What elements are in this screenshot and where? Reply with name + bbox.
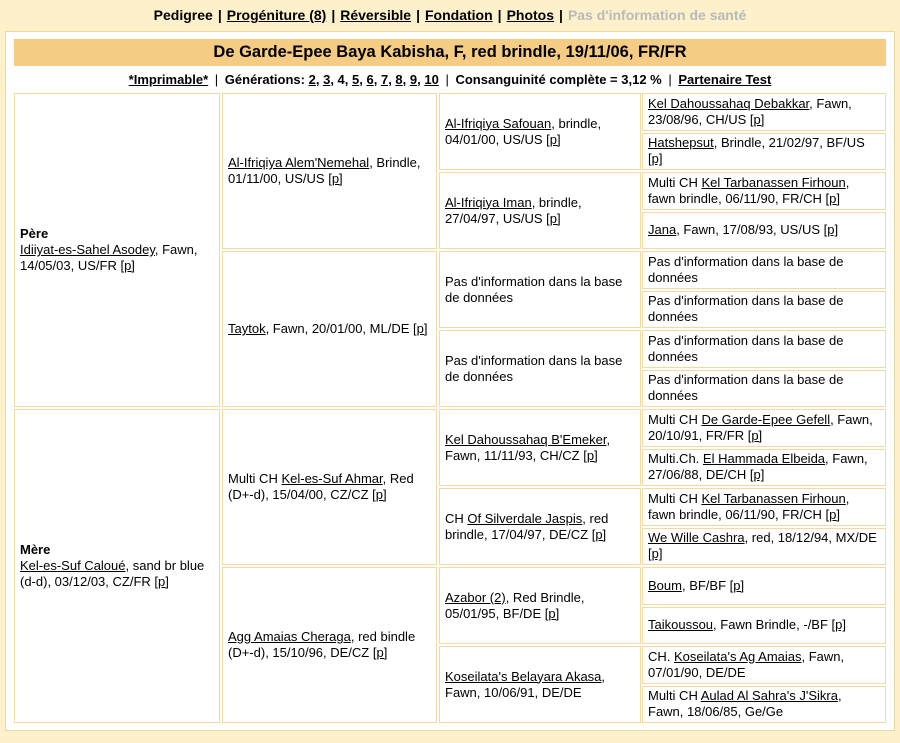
generation-link-9[interactable]: 9 — [409, 72, 418, 87]
photo-link[interactable]: [p] — [831, 617, 846, 633]
nav-separator: | — [497, 7, 502, 23]
dog-title-prefix: Multi CH — [648, 411, 702, 427]
pedigree-cell-gen4 — [642, 409, 886, 447]
dog-entry — [445, 669, 635, 701]
dog-name-link[interactable]: Jana — [648, 222, 677, 238]
photo-link[interactable]: [p] — [749, 467, 765, 483]
dog-details: , Fawn, 14/05/03, US/FR — [20, 242, 198, 273]
nav-pedigree: Pedigree — [153, 7, 213, 23]
dog-details: , Red Brindle, 05/01/95, BF/DE — [445, 589, 585, 621]
dog-name-link[interactable]: Kel Dahoussahaq B'Emeker — [445, 431, 607, 447]
pedigree-cell-gen4 — [642, 251, 886, 289]
photo-link[interactable]: [p] — [825, 190, 840, 206]
pedigree-cell-gen2 — [222, 93, 437, 249]
dog-entry — [648, 451, 880, 483]
pedigree-cell-gen4 — [642, 291, 886, 329]
dog-entry — [228, 471, 431, 503]
dog-name-link[interactable]: Taikoussou — [648, 617, 714, 633]
pedigree-cell-gen4 — [642, 528, 886, 566]
dog-details: , Fawn Brindle, -/BF — [713, 617, 832, 633]
pedigree-cell-gen2 — [222, 567, 437, 723]
pedigree-panel — [5, 31, 895, 731]
pedigree-cell-gen3 — [439, 567, 641, 644]
pedigree-cell-gen4 — [642, 607, 886, 645]
dog-entry — [648, 96, 880, 128]
nav-health-info-disabled: Pas d'information de santé — [567, 7, 747, 23]
dog-details: , sand br blue (d-d), 03/12/03, CZ/FR — [20, 558, 205, 589]
dog-name-link[interactable]: De Garde-Epee Gefell — [701, 411, 831, 427]
test-partner-link[interactable]: Partenaire Test — [678, 72, 772, 87]
generation-link-10[interactable]: 10 — [424, 72, 439, 87]
pedigree-cell-gen3 — [439, 409, 641, 486]
no-info-text: Pas d'information dans la base de données — [648, 332, 844, 364]
dog-name-link[interactable]: Koseilata's Belayara Akasa — [445, 668, 602, 684]
dog-details: , brindle, 04/01/00, US/US — [445, 115, 602, 147]
dog-entry — [648, 293, 880, 325]
dog-details: , Brindle, 21/02/97, BF/US — [713, 135, 865, 151]
pedigree-cell-gen4 — [642, 330, 886, 368]
generation-links: 2, 3, 4, 5, 6, 7, 8, 9, 10 — [308, 72, 439, 87]
dog-name-link[interactable]: Kel-es-Suf Ahmar — [281, 471, 383, 486]
nav-separator: | — [559, 7, 563, 23]
dog-name-link[interactable]: Aulad Al Sahra's J'Sikra — [700, 688, 838, 704]
pedigree-cell-gen3 — [439, 251, 641, 328]
dog-entry — [20, 558, 214, 590]
dog-entry — [445, 590, 635, 622]
dog-title-prefix: Multi.Ch. — [648, 451, 703, 467]
pedigree-cell-gen3 — [439, 172, 641, 249]
pedigree-cell-gen4 — [642, 212, 886, 250]
dog-details: , Red (D+-d), 15/04/00, CZ/CZ — [228, 471, 414, 502]
dog-name-link[interactable]: Boum — [648, 577, 682, 593]
dog-details: , BF/BF — [681, 577, 730, 593]
options-separator: | — [445, 72, 449, 87]
dog-name-link[interactable]: Idiiyat-es-Sahel Asodey — [20, 242, 155, 257]
dog-name-link[interactable]: Al-Ifriqiya Iman — [445, 194, 532, 210]
dog-details: , Fawn, 23/08/96, CH/US — [648, 95, 852, 127]
generation-current: 4 — [337, 72, 345, 87]
photo-link[interactable]: [p] — [154, 574, 169, 589]
generation-link-3[interactable]: 3 — [323, 72, 331, 87]
pedigree-cell-gen4 — [642, 567, 886, 605]
options-separator: | — [214, 72, 219, 87]
options-separator: | — [668, 72, 672, 87]
photo-link[interactable]: [p] — [729, 577, 745, 593]
dog-name-link[interactable]: Kel Tarbanassen Firhoun — [701, 490, 846, 506]
pedigree-cell-gen3 — [439, 93, 641, 170]
dog-entry — [648, 530, 880, 562]
dog-entry — [445, 195, 635, 227]
dog-name-link[interactable]: Of Silverdale Jaspis — [467, 510, 583, 526]
options-bar — [6, 72, 894, 87]
generation-link-6[interactable]: 6 — [366, 72, 374, 87]
pedigree-cell-gen4 — [642, 488, 886, 526]
page-title: De Garde-Epee Baya Kabisha, F, red brindle, 19/11/06, FR/FR — [14, 39, 886, 66]
dog-name-link[interactable]: Kel Tarbanassen Firhoun — [701, 174, 846, 190]
dog-name-link[interactable]: Al-Ifriqiya Safouan — [445, 115, 552, 131]
pedigree-cell-gen3 — [439, 646, 641, 723]
nav-foundation-link[interactable]: Fondation — [424, 7, 493, 23]
dog-entry — [648, 372, 880, 404]
dog-entry — [445, 116, 635, 148]
dog-entry — [648, 254, 880, 286]
photo-link[interactable]: [p] — [747, 427, 763, 443]
dog-details: , Brindle, 01/11/00, US/US — [228, 155, 421, 186]
dog-details: , red bindle (D+-d), 15/10/96, DE/CZ — [228, 629, 416, 660]
photo-link[interactable]: [p] — [648, 151, 663, 167]
dog-entry — [228, 629, 431, 661]
photo-link[interactable]: [p] — [412, 321, 428, 336]
dog-entry — [228, 155, 431, 187]
dog-name-link[interactable]: Agg Amaias Cheraga — [228, 629, 351, 644]
dog-name-link[interactable]: Koseilata's Ag Amaias — [674, 648, 802, 664]
dog-details: , Fawn, 20/01/00, ML/DE — [265, 321, 413, 336]
generations-label: Générations: — [224, 72, 305, 87]
dog-entry — [648, 333, 880, 365]
photo-link[interactable]: [p] — [825, 506, 840, 522]
dog-details: , red brindle, 17/04/97, DE/CZ — [445, 510, 609, 542]
dog-entry — [445, 274, 635, 306]
dog-entry — [648, 135, 880, 167]
photo-link[interactable]: [p] — [372, 645, 388, 660]
dog-details: , Fawn, 07/01/90, DE/DE — [648, 648, 845, 680]
photo-link[interactable]: [p] — [823, 222, 839, 238]
nav-reversible-link[interactable]: Réversible — [340, 7, 412, 23]
dog-title-prefix: Multi CH — [228, 471, 282, 486]
photo-link[interactable]: [p] — [544, 605, 560, 621]
dog-entry — [648, 222, 880, 238]
no-info-text: Pas d'information dans la base de données — [445, 273, 623, 305]
pedigree-cell-gen4 — [642, 133, 886, 171]
dog-name-link[interactable]: Azabor (2) — [445, 589, 506, 605]
parent-role-label: Mère — [20, 542, 51, 557]
dog-title-prefix: Multi CH — [648, 490, 702, 506]
pedigree-cell-gen3 — [439, 488, 641, 565]
dog-title-prefix: Multi CH — [648, 688, 701, 704]
photo-link[interactable]: [p] — [120, 258, 135, 273]
pedigree-cell-gen4 — [642, 172, 886, 210]
dog-details: , fawn brindle, 06/11/90, FR/CH — [648, 490, 850, 522]
dog-entry — [648, 578, 880, 594]
dog-entry — [648, 649, 880, 681]
dog-name-link[interactable]: We Wille Cashra — [648, 530, 745, 546]
generation-link-8[interactable]: 8 — [395, 72, 403, 87]
dog-details: , red, 18/12/94, MX/DE — [744, 530, 877, 546]
pedigree-cell-gen3 — [439, 330, 641, 407]
dog-entry — [445, 353, 635, 385]
dog-title-prefix: CH — [445, 510, 468, 526]
top-navigation — [0, 0, 900, 30]
dog-entry — [648, 491, 880, 523]
nav-separator: | — [416, 7, 420, 23]
no-info-text: Pas d'information dans la base de données — [648, 372, 844, 404]
pedigree-cell-gen4 — [642, 449, 886, 487]
no-info-text: Pas d'information dans la base de données — [648, 293, 844, 325]
no-info-text: Pas d'information dans la base de données — [648, 253, 844, 285]
printable-link[interactable]: *Imprimable* — [128, 72, 209, 87]
dog-entry — [648, 412, 880, 444]
dog-entry — [445, 511, 635, 543]
photo-link[interactable]: [p] — [591, 526, 607, 542]
photo-link[interactable]: [p] — [372, 487, 387, 502]
dog-entry — [228, 321, 431, 337]
dog-entry — [20, 242, 214, 274]
pedigree-cell-gen2 — [222, 409, 437, 565]
photo-link[interactable]: [p] — [749, 111, 765, 127]
photo-link[interactable]: [p] — [546, 210, 561, 226]
dog-entry — [648, 688, 880, 720]
dog-title-prefix: CH. — [648, 648, 674, 664]
no-info-text: Pas d'information dans la base de données — [445, 352, 623, 384]
generation-link-5[interactable]: 5 — [352, 72, 360, 87]
pedigree-cell-gen4 — [642, 686, 886, 724]
dog-entry — [445, 432, 635, 464]
nav-separator: | — [217, 7, 222, 23]
dog-details: , Fawn, 20/10/91, FR/FR — [648, 411, 873, 443]
dog-details: , Fawn, 27/06/88, DE/CH — [648, 451, 868, 483]
dog-entry — [648, 175, 880, 207]
dog-name-link[interactable]: Taytok — [228, 321, 266, 336]
dog-details: , Fawn, 18/06/85, Ge/Ge — [648, 688, 842, 720]
nav-photos-link[interactable]: Photos — [506, 7, 555, 23]
dog-name-link[interactable]: Al-Ifriqiya Alem'Nemehal — [228, 155, 370, 170]
nav-separator: | — [331, 7, 336, 23]
dog-name-link[interactable]: Kel Dahoussahaq Debakkar — [648, 95, 810, 111]
pedigree-cell-gen1 — [14, 409, 220, 723]
dog-name-link[interactable]: Hatshepsut — [648, 135, 714, 151]
photo-link[interactable]: [p] — [648, 546, 663, 562]
dog-details: , Fawn, 17/08/93, US/US — [676, 222, 824, 238]
parent-role-label: Père — [20, 226, 49, 241]
nav-progeny-link[interactable]: Progéniture (8) — [226, 7, 327, 23]
pedigree-cell-gen4 — [642, 370, 886, 408]
pedigree-cell-gen1 — [14, 93, 220, 407]
pedigree-cell-gen2 — [222, 251, 437, 407]
photo-link[interactable]: [p] — [328, 171, 343, 186]
dog-name-link[interactable]: Kel-es-Suf Caloué — [20, 558, 126, 573]
dog-title-prefix: Multi CH — [648, 174, 702, 190]
dog-entry — [648, 617, 880, 633]
dog-details: , Fawn, 11/11/93, CH/CZ — [445, 431, 611, 463]
pedigree-cell-gen4 — [642, 93, 886, 131]
photo-link[interactable]: [p] — [546, 131, 561, 147]
inbreeding-coefficient: Consanguinité complète = 3,12 % — [455, 72, 662, 87]
dog-details: , Fawn, 10/06/91, DE/DE — [445, 668, 606, 700]
dog-details: , brindle, 27/04/97, US/US — [445, 194, 582, 226]
generation-link-7[interactable]: 7 — [380, 72, 389, 87]
generation-link-2[interactable]: 2 — [308, 72, 316, 87]
dog-details: , fawn brindle, 06/11/90, FR/CH — [648, 174, 850, 206]
pedigree-cell-gen4 — [642, 646, 886, 684]
photo-link[interactable]: [p] — [583, 447, 598, 463]
dog-name-link[interactable]: El Hammada Elbeida — [702, 451, 826, 467]
